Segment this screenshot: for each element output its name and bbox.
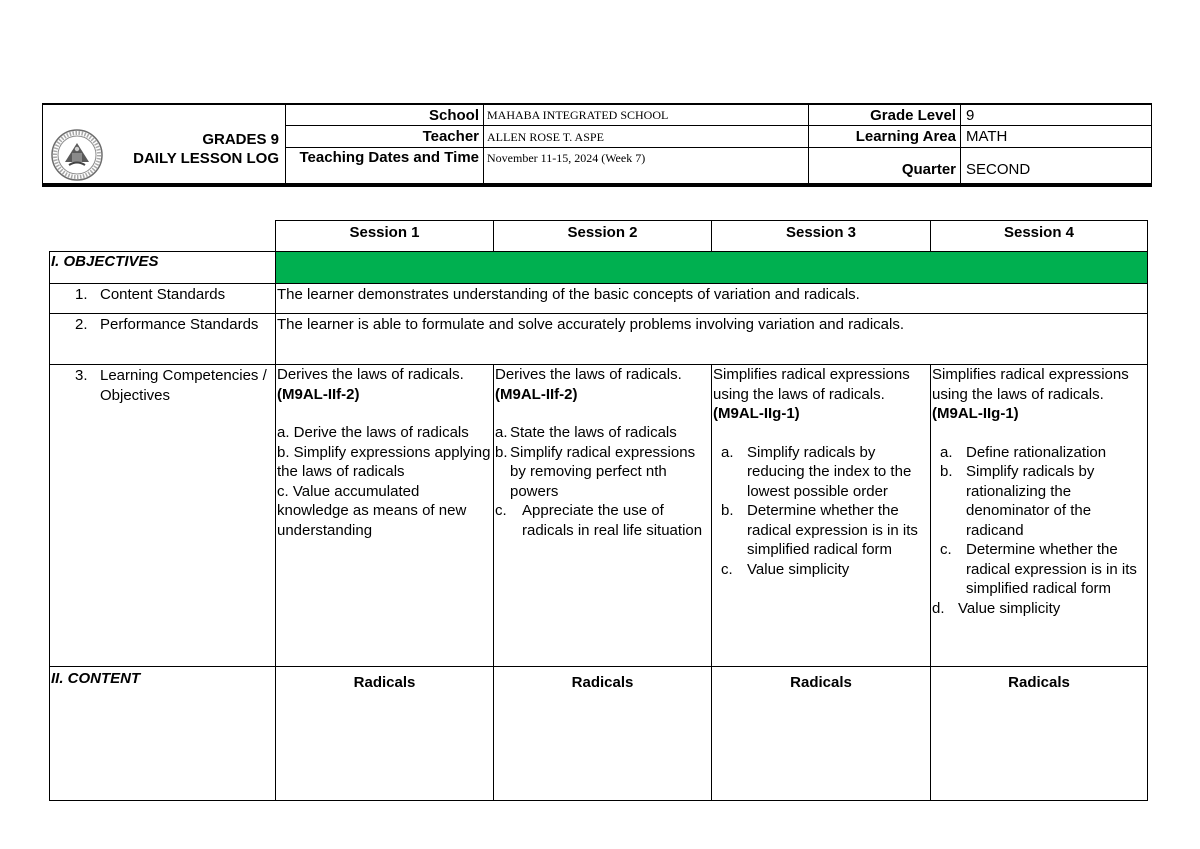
performance-standards-label: [49, 313, 275, 364]
performance-standards-text: The learner is able to formulate and solve accurately problems involving variation and radicals.: [275, 313, 1148, 364]
teaching-dates-value: November 11-15, 2024 (Week 7): [483, 148, 808, 184]
session-2-code: (M9AL-IIf-2): [495, 385, 578, 403]
school-value: MAHABA INTEGRATED SCHOOL: [483, 105, 808, 126]
session-4-content: Radicals: [930, 666, 1148, 801]
teacher-label: Teacher: [285, 126, 483, 148]
teaching-dates-label: Teaching Dates and Time: [285, 148, 483, 184]
session-1-intro: Derives the laws of radicals.: [277, 366, 464, 383]
session-1-code: (M9AL-IIf-2): [277, 385, 360, 403]
session-2-content: Radicals: [493, 666, 711, 801]
session-3-item-a: a. Simplify radicals by reducing the index to the lowest possible order: [721, 443, 912, 500]
session-2-header: Session 2: [493, 220, 711, 251]
session-1-competencies: [275, 364, 493, 666]
session-1-item-b: b. Simplify expressions applying the laws of radicals: [277, 443, 491, 480]
daily-lesson-log-label: DAILY LESSON LOG: [133, 150, 279, 167]
grade-level-value: 9: [960, 105, 1152, 126]
session-3-content: Radicals: [711, 666, 930, 801]
lesson-log-header: [42, 103, 1152, 187]
session-4-header: Session 4: [930, 220, 1148, 251]
session-1-item-c: c. Value accumulated knowledge as means of new understanding: [277, 482, 467, 539]
session-1-content: Radicals: [275, 666, 493, 801]
content-standards-label-text: Content Standards: [100, 286, 226, 303]
session-4-intro: Simplifies radical expressions using the laws of radicals. (M9AL-IIg-1): [932, 366, 1129, 422]
teacher-value: ALLEN ROSE T. ASPE: [483, 126, 808, 148]
deped-seal-icon: [51, 129, 103, 181]
header-title-block: [42, 105, 285, 184]
session-1-header: Session 1: [275, 220, 493, 251]
session-2-competencies: [493, 364, 711, 666]
session-3-header: Session 3: [711, 220, 930, 251]
session-4-item-b: b. Simplify radicals by rationalizing the denominator of the radicand: [940, 463, 1095, 539]
session-3-item-b: b. Determine whether the radical expression is in its simplified radical form: [721, 502, 918, 558]
session-1-item-a: a. Derive the laws of radicals: [277, 424, 469, 441]
quarter-label: Quarter: [808, 148, 960, 184]
session-4-item-c: c. Determine whether the radical expression is in its simplified radical form: [940, 541, 1137, 597]
learning-competencies-number: 3.: [75, 367, 88, 384]
content-standards-label: [49, 283, 275, 313]
learning-area-label: Learning Area: [808, 126, 960, 148]
performance-standards-number: 2.: [75, 316, 88, 333]
lesson-log-table: [49, 220, 1148, 801]
session-4-code: (M9AL-IIg-1): [932, 405, 1019, 422]
grade-level-label: Grade Level: [808, 105, 960, 126]
session-3-item-c: c. Value simplicity: [721, 560, 850, 578]
session-4-competencies: [930, 364, 1148, 666]
content-standards-number: 1.: [75, 286, 88, 303]
session-2-item-a: a. State the laws of radicals: [495, 424, 677, 441]
school-label: School: [285, 105, 483, 126]
quarter-value: SECOND: [960, 148, 1152, 184]
objectives-bar: [275, 251, 1148, 283]
session-3-competencies: [711, 364, 930, 666]
objectives-title: I. OBJECTIVES: [49, 251, 275, 283]
performance-standards-label-text: Performance Standards: [100, 316, 259, 333]
learning-competencies-label: [49, 364, 275, 666]
content-title: II. CONTENT: [49, 666, 275, 801]
session-3-code: (M9AL-IIg-1): [713, 405, 800, 422]
session-2-item-b: b. Simplify radical expressions by removing perfect nth powers: [495, 443, 696, 500]
session-4-item-d: d. Value simplicity: [932, 599, 1061, 617]
content-standards-text: The learner demonstrates understanding of the basic concepts of variation and radicals.: [275, 283, 1148, 313]
session-4-item-a: a. Define rationalization: [940, 443, 1107, 461]
session-2-item-c: c. Appreciate the use of radicals in real life situation: [495, 502, 703, 539]
header-info-grid: [285, 105, 1152, 184]
learning-area-value: MATH: [960, 126, 1152, 148]
session-3-intro: Simplifies radical expressions using the laws of radicals. (M9AL-IIg-1): [713, 366, 910, 422]
session-2-intro: Derives the laws of radicals.: [495, 366, 682, 383]
grades-label: GRADES 9: [202, 131, 279, 148]
learning-competencies-label-text: Learning Competencies / Objectives: [100, 367, 267, 404]
